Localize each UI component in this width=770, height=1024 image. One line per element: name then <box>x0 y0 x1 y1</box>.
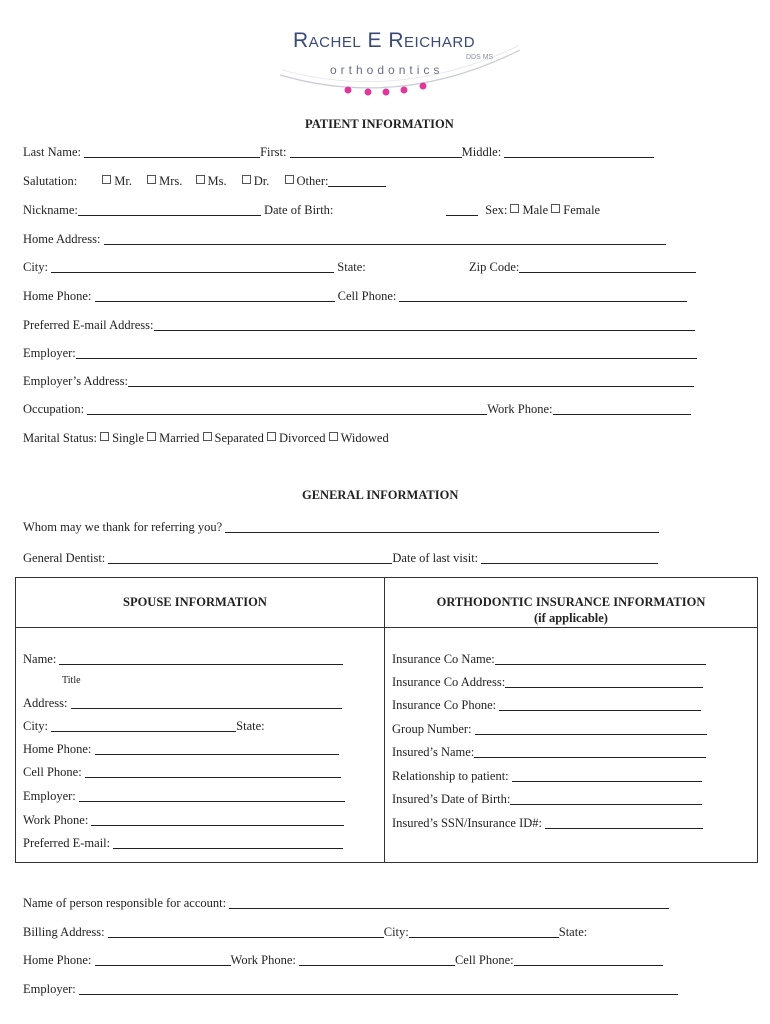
account-home-phone-label: Home Phone: <box>23 953 92 967</box>
spouse-cell-phone-row <box>23 765 341 780</box>
phone-row <box>23 289 687 304</box>
employer-field[interactable] <box>76 346 697 359</box>
employer-label: Employer: <box>23 346 76 360</box>
last-name-label: Last Name: <box>23 145 81 159</box>
spouse-email-label: Preferred E-mail: <box>23 836 111 850</box>
employer-address-label: Employer’s Address: <box>23 374 128 388</box>
spouse-employer-label: Employer: <box>23 789 76 803</box>
ins-group-label: Group Number: <box>392 722 472 736</box>
account-phone-row <box>23 953 663 968</box>
ins-co-name-field[interactable] <box>495 652 706 665</box>
salutation-ms[interactable]: Ms. <box>196 174 227 188</box>
ins-insured-ssn-row <box>392 816 703 831</box>
checkbox[interactable] <box>242 175 251 184</box>
spouse-email-field[interactable] <box>113 836 343 849</box>
account-work-phone-field[interactable] <box>299 953 455 966</box>
spouse-home-phone-field[interactable] <box>95 742 339 755</box>
checkbox[interactable] <box>285 175 294 184</box>
ins-insured-name-row <box>392 745 706 760</box>
state-label: State: <box>337 260 366 274</box>
spouse-address-row <box>23 696 342 711</box>
first-name-field[interactable] <box>290 145 462 158</box>
salutation-other-field[interactable] <box>328 174 386 187</box>
account-home-phone-field[interactable] <box>95 953 231 966</box>
billing-city-field[interactable] <box>409 925 559 938</box>
ins-co-phone-label: Insurance Co Phone: <box>392 698 497 712</box>
work-phone-field[interactable] <box>553 402 691 415</box>
salutation-row <box>23 174 386 189</box>
account-employer-row <box>23 982 678 997</box>
referral-row <box>23 520 659 535</box>
checkbox[interactable] <box>329 432 338 441</box>
spouse-name-row <box>23 652 343 667</box>
city-row <box>23 260 366 275</box>
home-address-field[interactable] <box>104 232 666 245</box>
checkbox[interactable] <box>267 432 276 441</box>
zip-row <box>469 260 696 275</box>
occupation-field[interactable] <box>87 402 487 415</box>
ins-group-field[interactable] <box>475 722 707 735</box>
last-visit-field[interactable] <box>481 551 658 564</box>
spouse-city-field[interactable] <box>51 719 236 732</box>
logo-dot <box>365 89 372 96</box>
ins-relationship-row <box>392 769 702 784</box>
ins-co-address-field[interactable] <box>505 675 703 688</box>
salutation-dr[interactable]: Dr. <box>242 174 270 188</box>
dob-field[interactable] <box>446 203 478 216</box>
marital-label: Marital Status: <box>23 431 97 445</box>
account-cell-phone-field[interactable] <box>514 953 663 966</box>
marital-divorced[interactable]: Divorced <box>267 431 326 445</box>
checkbox[interactable] <box>510 204 519 213</box>
nickname-label: Nickname: <box>23 203 78 217</box>
spouse-title-caption: Title <box>62 675 81 686</box>
billing-city-label: City: <box>383 925 409 939</box>
ins-insured-dob-label: Insured’s Date of Birth: <box>392 792 511 806</box>
spouse-address-field[interactable] <box>71 696 342 709</box>
middle-name-label: Middle: <box>461 145 502 159</box>
billing-label: Billing Address: <box>23 925 105 939</box>
spouse-email-row <box>23 836 343 851</box>
occupation-label: Occupation: <box>23 402 85 416</box>
spouse-city-row <box>23 719 265 734</box>
ins-insured-ssn-label: Insured’s SSN/Insurance ID#: <box>392 816 542 830</box>
marital-single[interactable]: Single <box>100 431 144 445</box>
billing-row <box>23 925 587 940</box>
checkbox[interactable] <box>147 432 156 441</box>
billing-state-label: State: <box>558 925 588 939</box>
responsible-field[interactable] <box>229 896 669 909</box>
spouse-state-label: State: <box>236 719 265 733</box>
salutation-mrs[interactable]: Mrs. <box>147 174 182 188</box>
last-visit-label: Date of last visit: <box>392 551 479 565</box>
checkbox[interactable] <box>100 432 109 441</box>
home-phone-label: Home Phone: <box>23 289 92 303</box>
sex-label: Sex: <box>485 203 508 217</box>
ins-insured-dob-row <box>392 792 702 807</box>
logo-dot <box>401 87 408 94</box>
practice-name: Rachel E Reichard <box>293 29 476 52</box>
practice-credentials: DDS MS <box>466 54 494 61</box>
responsible-row <box>23 896 669 911</box>
insurance-info-title: ORTHODONTIC INSURANCE INFORMATION <box>436 595 706 609</box>
spouse-city-label: City: <box>23 719 49 733</box>
account-employer-field[interactable] <box>79 982 678 995</box>
ins-co-address-label: Insurance Co Address: <box>392 675 506 689</box>
middle-name-field[interactable] <box>504 145 654 158</box>
spouse-work-phone-label: Work Phone: <box>23 813 89 827</box>
spouse-employer-field[interactable] <box>79 789 345 802</box>
billing-field[interactable] <box>108 925 384 938</box>
employer-address-field[interactable] <box>128 374 694 387</box>
account-cell-phone-label: Cell Phone: <box>454 953 514 967</box>
box-header-divider <box>15 627 757 628</box>
marital-widowed[interactable]: Widowed <box>329 431 389 445</box>
cell-phone-label: Cell Phone: <box>337 289 397 303</box>
practice-subtitle: orthodontics <box>330 63 444 77</box>
logo-dot <box>383 89 390 96</box>
ins-relationship-field[interactable] <box>512 769 702 782</box>
ins-co-phone-field[interactable] <box>499 698 701 711</box>
ins-relationship-label: Relationship to patient: <box>392 769 509 783</box>
ins-co-address-row <box>392 675 703 690</box>
nickname-row <box>23 203 333 218</box>
email-field[interactable] <box>154 318 695 331</box>
insurance-info-subtitle: (if applicable) <box>534 611 608 625</box>
employer-row <box>23 346 697 361</box>
responsible-label: Name of person responsible for account: <box>23 896 227 910</box>
zip-field[interactable] <box>519 260 696 273</box>
checkbox[interactable] <box>147 175 156 184</box>
nickname-field[interactable] <box>78 203 261 216</box>
checkbox[interactable] <box>203 432 212 441</box>
spouse-home-phone-row <box>23 742 339 757</box>
sex-male[interactable]: Male <box>510 203 548 217</box>
email-label: Preferred E-mail Address: <box>23 318 154 332</box>
zip-label: Zip Code: <box>469 260 520 274</box>
account-work-phone-label: Work Phone: <box>230 953 296 967</box>
dentist-row <box>23 551 658 566</box>
spouse-cell-phone-field[interactable] <box>85 765 341 778</box>
ins-insured-ssn-field[interactable] <box>545 816 703 829</box>
city-label: City: <box>23 260 49 274</box>
cell-phone-field[interactable] <box>399 289 687 302</box>
referral-field[interactable] <box>225 520 659 533</box>
ins-insured-name-field[interactable] <box>474 745 706 758</box>
marital-married[interactable]: Married <box>147 431 199 445</box>
logo-dot <box>345 87 352 94</box>
occupation-row <box>23 402 691 417</box>
home-phone-field[interactable] <box>95 289 335 302</box>
first-name-label: First: <box>260 145 287 159</box>
referral-label: Whom may we thank for referring you? <box>23 520 223 534</box>
ins-co-name-label: Insurance Co Name: <box>392 652 495 666</box>
spouse-name-field[interactable] <box>59 652 343 665</box>
home-address-row <box>23 232 666 247</box>
general-info-title: GENERAL INFORMATION <box>302 488 459 502</box>
checkbox[interactable] <box>196 175 205 184</box>
spouse-work-phone-field[interactable] <box>91 813 344 826</box>
ins-group-row <box>392 722 707 737</box>
sex-female[interactable]: Female <box>551 203 600 217</box>
spouse-employer-row <box>23 789 345 804</box>
ins-insured-name-label: Insured’s Name: <box>392 745 475 759</box>
last-name-field[interactable] <box>84 145 260 158</box>
spouse-cell-phone-label: Cell Phone: <box>23 765 82 779</box>
salutation-mr[interactable]: Mr. <box>102 174 132 188</box>
logo-dot <box>420 83 427 90</box>
spouse-address-label: Address: <box>23 696 68 710</box>
ins-co-name-row <box>392 652 706 667</box>
dentist-field[interactable] <box>108 551 392 564</box>
checkbox[interactable] <box>102 175 111 184</box>
patient-info-title: PATIENT INFORMATION <box>305 117 454 131</box>
work-phone-label: Work Phone: <box>487 402 553 416</box>
spouse-work-phone-row <box>23 813 344 828</box>
last-name-row <box>23 145 654 160</box>
city-field[interactable] <box>51 260 334 273</box>
salutation-label: Salutation: <box>23 174 78 188</box>
ins-insured-dob-field[interactable] <box>510 792 702 805</box>
account-employer-label: Employer: <box>23 982 76 996</box>
marital-row <box>23 431 389 446</box>
checkbox[interactable] <box>551 204 560 213</box>
employer-address-row <box>23 374 694 389</box>
ins-co-phone-row <box>392 698 701 713</box>
email-row <box>23 318 695 333</box>
dentist-label: General Dentist: <box>23 551 106 565</box>
spouse-name-label: Name: <box>23 652 57 666</box>
spouse-home-phone-label: Home Phone: <box>23 742 92 756</box>
salutation-other[interactable]: Other: <box>285 174 329 188</box>
dob-label: Date of Birth: <box>263 203 334 217</box>
spouse-info-title: SPOUSE INFORMATION <box>123 595 267 609</box>
sex-row <box>446 203 600 218</box>
home-address-label: Home Address: <box>23 232 101 246</box>
marital-separated[interactable]: Separated <box>203 431 264 445</box>
